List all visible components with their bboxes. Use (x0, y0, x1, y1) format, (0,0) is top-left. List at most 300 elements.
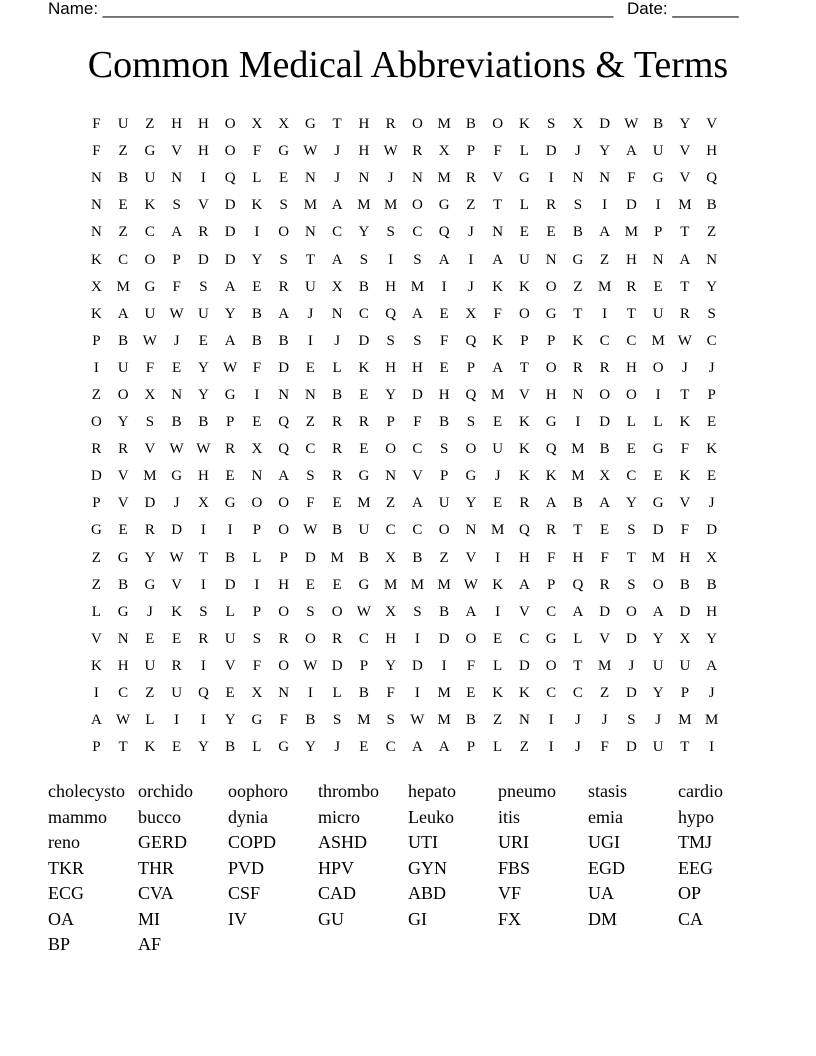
word-list-item: mammo (48, 806, 107, 827)
grid-letter: T (573, 305, 583, 322)
grid-letter: Q (224, 170, 236, 187)
grid-letter: Z (600, 251, 610, 268)
grid-letter: D (679, 603, 691, 620)
grid-letter: A (224, 278, 236, 295)
grid-letter: K (518, 278, 530, 295)
word-list-item: BP (48, 934, 71, 954)
grid-letter: A (625, 143, 637, 160)
grid-letter: S (332, 712, 342, 729)
grid-letter: Z (386, 495, 396, 512)
grid-letter: E (305, 576, 315, 593)
grid-row (83, 382, 725, 409)
grid-letter: W (223, 359, 238, 376)
grid-letter: O (652, 359, 664, 376)
grid-letter: Z (91, 549, 101, 566)
grid-letter: P (546, 332, 556, 349)
grid-letter: M (571, 441, 585, 458)
grid-letter: S (386, 712, 395, 729)
grid-letter: U (171, 685, 183, 702)
grid-letter: M (357, 197, 371, 214)
grid-letter: D (652, 522, 664, 539)
grid-letter: C (626, 332, 637, 349)
grid-letter: E (653, 468, 663, 485)
grid-letter: O (545, 278, 557, 295)
grid-letter: M (651, 332, 665, 349)
grid-letter: I (174, 712, 180, 729)
grid-letter: G (117, 603, 129, 620)
grid-letter: E (332, 495, 342, 512)
grid-letter: E (118, 522, 128, 539)
grid-letter: C (305, 441, 316, 458)
grid-letter: Q (438, 224, 450, 241)
grid-row (83, 626, 725, 653)
grid-letter: N (545, 251, 557, 268)
grid-letter: E (359, 386, 369, 403)
grid-letter: Y (251, 251, 263, 268)
grid-letter: M (437, 170, 451, 187)
grid-letter: P (546, 576, 556, 593)
grid-letter: N (331, 305, 343, 322)
grid-letter: A (545, 495, 557, 512)
grid-row (83, 490, 725, 517)
grid-letter: I (93, 685, 99, 702)
grid-letter: I (468, 251, 474, 268)
grid-letter: O (224, 143, 236, 160)
grid-letter: U (679, 657, 691, 674)
grid-letter: D (411, 386, 423, 403)
grid-letter: A (438, 739, 450, 756)
grid-letter: E (332, 576, 342, 593)
grid-letter: B (225, 549, 236, 566)
grid-letter: P (466, 359, 476, 376)
word-list-item: micro (318, 806, 360, 827)
grid-letter: O (492, 116, 504, 133)
grid-letter: Z (573, 278, 583, 295)
grid-letter: F (279, 712, 288, 729)
grid-letter: U (144, 657, 156, 674)
grid-letter: K (518, 441, 530, 458)
grid-letter: R (385, 116, 396, 133)
word-list-item: oophoro (228, 781, 288, 801)
grid-letter: R (599, 359, 610, 376)
grid-letter: Y (385, 386, 397, 403)
grid-letter: K (572, 332, 584, 349)
grid-letter: D (411, 657, 423, 674)
grid-letter: Y (679, 116, 691, 133)
grid-letter: Y (599, 143, 611, 160)
grid-letter: C (572, 685, 583, 702)
grid-letter: K (251, 197, 263, 214)
grid-letter: I (495, 603, 501, 620)
grid-letter: N (358, 170, 370, 187)
grid-row (83, 111, 725, 138)
grid-letter: O (331, 603, 343, 620)
grid-letter: M (410, 576, 425, 593)
grid-letter: B (198, 414, 209, 431)
grid-letter: X (599, 468, 611, 485)
grid-letter: D (358, 332, 370, 349)
grid-letter: U (518, 251, 530, 268)
grid-letter: H (385, 278, 397, 295)
grid-letter: E (172, 359, 182, 376)
grid-letter: U (144, 305, 156, 322)
grid-row (83, 463, 725, 490)
grid-letter: F (600, 549, 609, 566)
grid-letter: Y (197, 739, 209, 756)
grid-letter: D (438, 630, 450, 647)
word-list-item: OA (48, 908, 74, 929)
grid-letter: G (90, 522, 102, 539)
grid-letter: S (145, 414, 155, 431)
grid-row (83, 219, 725, 246)
grid-letter: G (652, 170, 664, 187)
grid-letter: I (200, 170, 206, 187)
grid-row (83, 328, 725, 355)
grid-letter: M (330, 549, 344, 566)
grid-letter: J (467, 224, 474, 241)
grid-letter: D (518, 657, 530, 674)
word-list-item: GI (408, 908, 427, 929)
grid-letter: X (278, 116, 290, 133)
grid-letter: E (145, 630, 155, 647)
grid-letter: Z (91, 576, 101, 593)
grid-letter: I (414, 630, 420, 647)
grid-letter: J (334, 170, 341, 187)
word-list-item: UA (588, 883, 614, 903)
grid-letter: A (438, 251, 450, 268)
grid-letter: R (412, 143, 423, 160)
grid-letter: N (385, 468, 397, 485)
word-list-item: VF (498, 883, 522, 903)
grid-letter: O (652, 576, 664, 593)
grid-letter: J (173, 332, 180, 349)
grid-letter: A (224, 332, 236, 349)
grid-letter: D (599, 414, 611, 431)
grid-letter: F (252, 143, 262, 160)
grid-letter: F (600, 739, 609, 756)
grid-letter: F (92, 116, 101, 133)
grid-letter: D (625, 630, 637, 647)
grid-letter: O (278, 224, 290, 241)
grid-letter: H (278, 576, 290, 593)
grid-letter: Y (465, 495, 477, 512)
grid-letter: U (117, 116, 129, 133)
grid-letter: A (599, 495, 611, 512)
grid-letter: T (680, 739, 690, 756)
grid-letter: B (572, 495, 583, 512)
grid-letter: D (706, 522, 718, 539)
grid-letter: F (493, 305, 502, 322)
grid-letter: E (707, 414, 717, 431)
grid-letter: X (144, 386, 156, 403)
grid-letter: O (304, 630, 316, 647)
word-list-item: emia (588, 806, 623, 827)
grid-letter: D (278, 359, 290, 376)
grid-letter: Z (439, 549, 449, 566)
grid-letter: Z (305, 414, 315, 431)
grid-letter: J (574, 712, 581, 729)
grid-row (83, 545, 725, 572)
grid-letter: W (116, 712, 131, 729)
grid-letter: P (172, 251, 181, 268)
grid-letter: X (197, 495, 209, 512)
grid-letter: B (251, 332, 262, 349)
grid-letter: M (303, 197, 318, 214)
grid-letter: R (546, 522, 557, 539)
grid-letter: X (706, 549, 718, 566)
grid-letter: G (224, 495, 236, 512)
grid-letter: W (169, 305, 184, 322)
word-list-item: FBS (498, 857, 531, 878)
grid-letter: M (571, 468, 585, 485)
grid-letter: E (172, 630, 182, 647)
grid-letter: A (572, 603, 584, 620)
grid-letter: L (626, 414, 636, 431)
grid-letter: B (412, 549, 423, 566)
grid-letter: K (518, 414, 530, 431)
grid-letter: Z (493, 712, 503, 729)
grid-letter: L (252, 549, 262, 566)
grid-letter: Y (652, 685, 664, 702)
grid-letter: O (625, 603, 637, 620)
grid-letter: M (437, 712, 451, 729)
grid-letter: M (704, 712, 719, 729)
grid-letter: H (518, 549, 530, 566)
grid-letter: J (146, 603, 153, 620)
grid-letter: H (679, 549, 691, 566)
grid-letter: V (599, 630, 611, 647)
grid-row (83, 572, 725, 599)
grid-letter: P (707, 386, 716, 403)
grid-letter: E (493, 630, 503, 647)
grid-letter: M (410, 278, 425, 295)
grid-letter: U (197, 305, 209, 322)
grid-letter: F (439, 332, 449, 349)
grid-letter: F (306, 495, 315, 512)
grid-letter: U (492, 441, 504, 458)
grid-letter: I (414, 685, 420, 702)
grid-letter: I (548, 739, 554, 756)
grid-letter: S (466, 414, 476, 431)
grid-letter: F (680, 522, 690, 539)
grid-letter: U (117, 359, 129, 376)
grid-letter: V (411, 468, 423, 485)
grid-letter: A (117, 305, 129, 322)
grid-letter: J (681, 359, 688, 376)
grid-letter: K (706, 441, 718, 458)
grid-row (83, 707, 725, 734)
grid-letter: H (385, 630, 397, 647)
grid-letter: T (305, 251, 315, 268)
grid-row (83, 355, 725, 382)
word-list-item: MI (138, 908, 160, 929)
grid-letter: I (548, 170, 554, 187)
grid-letter: J (173, 495, 180, 512)
grid-letter: S (172, 197, 181, 214)
grid-letter: L (332, 685, 342, 702)
grid-letter: L (493, 657, 503, 674)
grid-letter: G (144, 576, 156, 593)
grid-letter: K (492, 576, 504, 593)
grid-letter: C (706, 332, 717, 349)
grid-letter: P (279, 549, 288, 566)
grid-letter: H (358, 116, 370, 133)
grid-letter: P (520, 332, 529, 349)
grid-letter: V (706, 116, 718, 133)
grid-letter: E (439, 359, 449, 376)
grid-letter: J (601, 712, 608, 729)
grid-letter: O (599, 386, 611, 403)
grid-letter: P (252, 603, 262, 620)
grid-letter: K (144, 739, 156, 756)
grid-letter: T (118, 739, 128, 756)
grid-row (83, 138, 725, 165)
grid-letter: J (708, 495, 715, 512)
grid-letter: M (357, 712, 371, 729)
grid-letter: A (465, 603, 477, 620)
grid-letter: P (439, 468, 449, 485)
grid-letter: E (519, 224, 529, 241)
grid-row (83, 301, 725, 328)
grid-letter: Q (706, 170, 718, 187)
grid-letter: R (546, 197, 557, 214)
grid-letter: F (92, 143, 101, 160)
grid-letter: A (599, 224, 611, 241)
grid-letter: T (680, 278, 690, 295)
grid-letter: W (303, 143, 318, 160)
grid-letter: Y (197, 386, 209, 403)
grid-letter: Q (278, 441, 290, 458)
word-list-item: stasis (588, 781, 628, 801)
grid-letter: Y (144, 549, 156, 566)
word-list-item: CSF (228, 883, 261, 903)
grid-letter: B (251, 305, 262, 322)
grid-letter: G (358, 468, 370, 485)
grid-letter: H (706, 603, 718, 620)
grid-letter: O (411, 116, 423, 133)
grid-letter: R (599, 576, 610, 593)
grid-letter: M (357, 495, 371, 512)
grid-letter: H (625, 251, 637, 268)
grid-letter: S (627, 576, 636, 593)
grid-letter: C (546, 603, 557, 620)
grid-letter: E (493, 414, 503, 431)
grid-letter: R (118, 441, 129, 458)
grid-letter: B (171, 414, 182, 431)
grid-letter: R (679, 305, 690, 322)
grid-letter: M (490, 522, 505, 539)
grid-letter: D (599, 116, 611, 133)
grid-letter: W (356, 603, 371, 620)
grid-letter: K (90, 305, 102, 322)
grid-letter: I (227, 522, 233, 539)
grid-letter: B (465, 116, 476, 133)
grid-letter: O (251, 495, 263, 512)
grid-row (83, 436, 725, 463)
grid-letter: J (655, 712, 662, 729)
grid-letter: A (679, 251, 691, 268)
word-list-item: DM (588, 908, 618, 929)
grid-letter: L (653, 414, 663, 431)
grid-letter: U (358, 522, 370, 539)
grid-letter: Y (304, 739, 316, 756)
grid-letter: I (254, 386, 260, 403)
word-list-item: FX (498, 908, 522, 929)
grid-letter: D (331, 657, 343, 674)
grid-row (83, 734, 725, 761)
grid-letter: G (572, 251, 584, 268)
grid-letter: N (518, 712, 530, 729)
grid-letter: I (307, 685, 313, 702)
grid-letter: Y (224, 305, 236, 322)
date-field: Date: _______ (627, 0, 739, 18)
grid-letter: K (358, 359, 370, 376)
grid-letter: I (655, 197, 661, 214)
grid-letter: R (278, 630, 289, 647)
word-list-item: EEG (678, 857, 713, 878)
grid-letter: I (254, 576, 260, 593)
grid-letter: A (411, 495, 423, 512)
grid-letter: I (307, 332, 313, 349)
grid-letter: Y (706, 278, 718, 295)
grid-letter: O (278, 603, 290, 620)
grid-letter: E (252, 414, 262, 431)
grid-letter: R (278, 278, 289, 295)
grid-letter: J (628, 657, 635, 674)
grid-letter: B (653, 116, 664, 133)
grid-letter: L (145, 712, 155, 729)
word-list-item: itis (498, 806, 521, 827)
grid-letter: E (252, 278, 262, 295)
grid-letter: R (332, 414, 343, 431)
grid-letter: L (573, 630, 583, 647)
grid-letter: D (599, 603, 611, 620)
grid-letter: J (494, 468, 501, 485)
grid-letter: A (411, 739, 423, 756)
word-list-item: OP (678, 883, 702, 903)
grid-letter: A (278, 305, 290, 322)
grid-letter: U (652, 657, 664, 674)
grid-letter: H (572, 549, 584, 566)
grid-letter: Y (385, 657, 397, 674)
grid-letter: Q (545, 441, 557, 458)
grid-letter: P (252, 522, 262, 539)
grid-letter: M (437, 116, 451, 133)
grid-letter: O (385, 441, 397, 458)
grid-letter: D (171, 522, 183, 539)
grid-letter: G (144, 143, 156, 160)
grid-letter: Q (197, 685, 209, 702)
grid-letter: D (625, 197, 637, 214)
grid-letter: Q (518, 522, 530, 539)
grid-letter: K (679, 414, 691, 431)
grid-letter: B (679, 576, 690, 593)
word-list-item: URI (498, 832, 529, 852)
grid-letter: B (465, 712, 476, 729)
word-list-item: TKR (48, 857, 84, 878)
grid-letter: I (93, 359, 99, 376)
grid-letter: E (172, 739, 182, 756)
word-list-item: ECG (48, 883, 84, 903)
word-list-item: CVA (138, 883, 174, 903)
grid-letter: H (197, 468, 209, 485)
grid-letter: E (653, 278, 663, 295)
grid-letter: F (252, 657, 262, 674)
grid-letter: W (624, 116, 639, 133)
grid-letter: B (118, 576, 129, 593)
grid-letter: S (546, 116, 556, 133)
grid-row (83, 653, 725, 680)
